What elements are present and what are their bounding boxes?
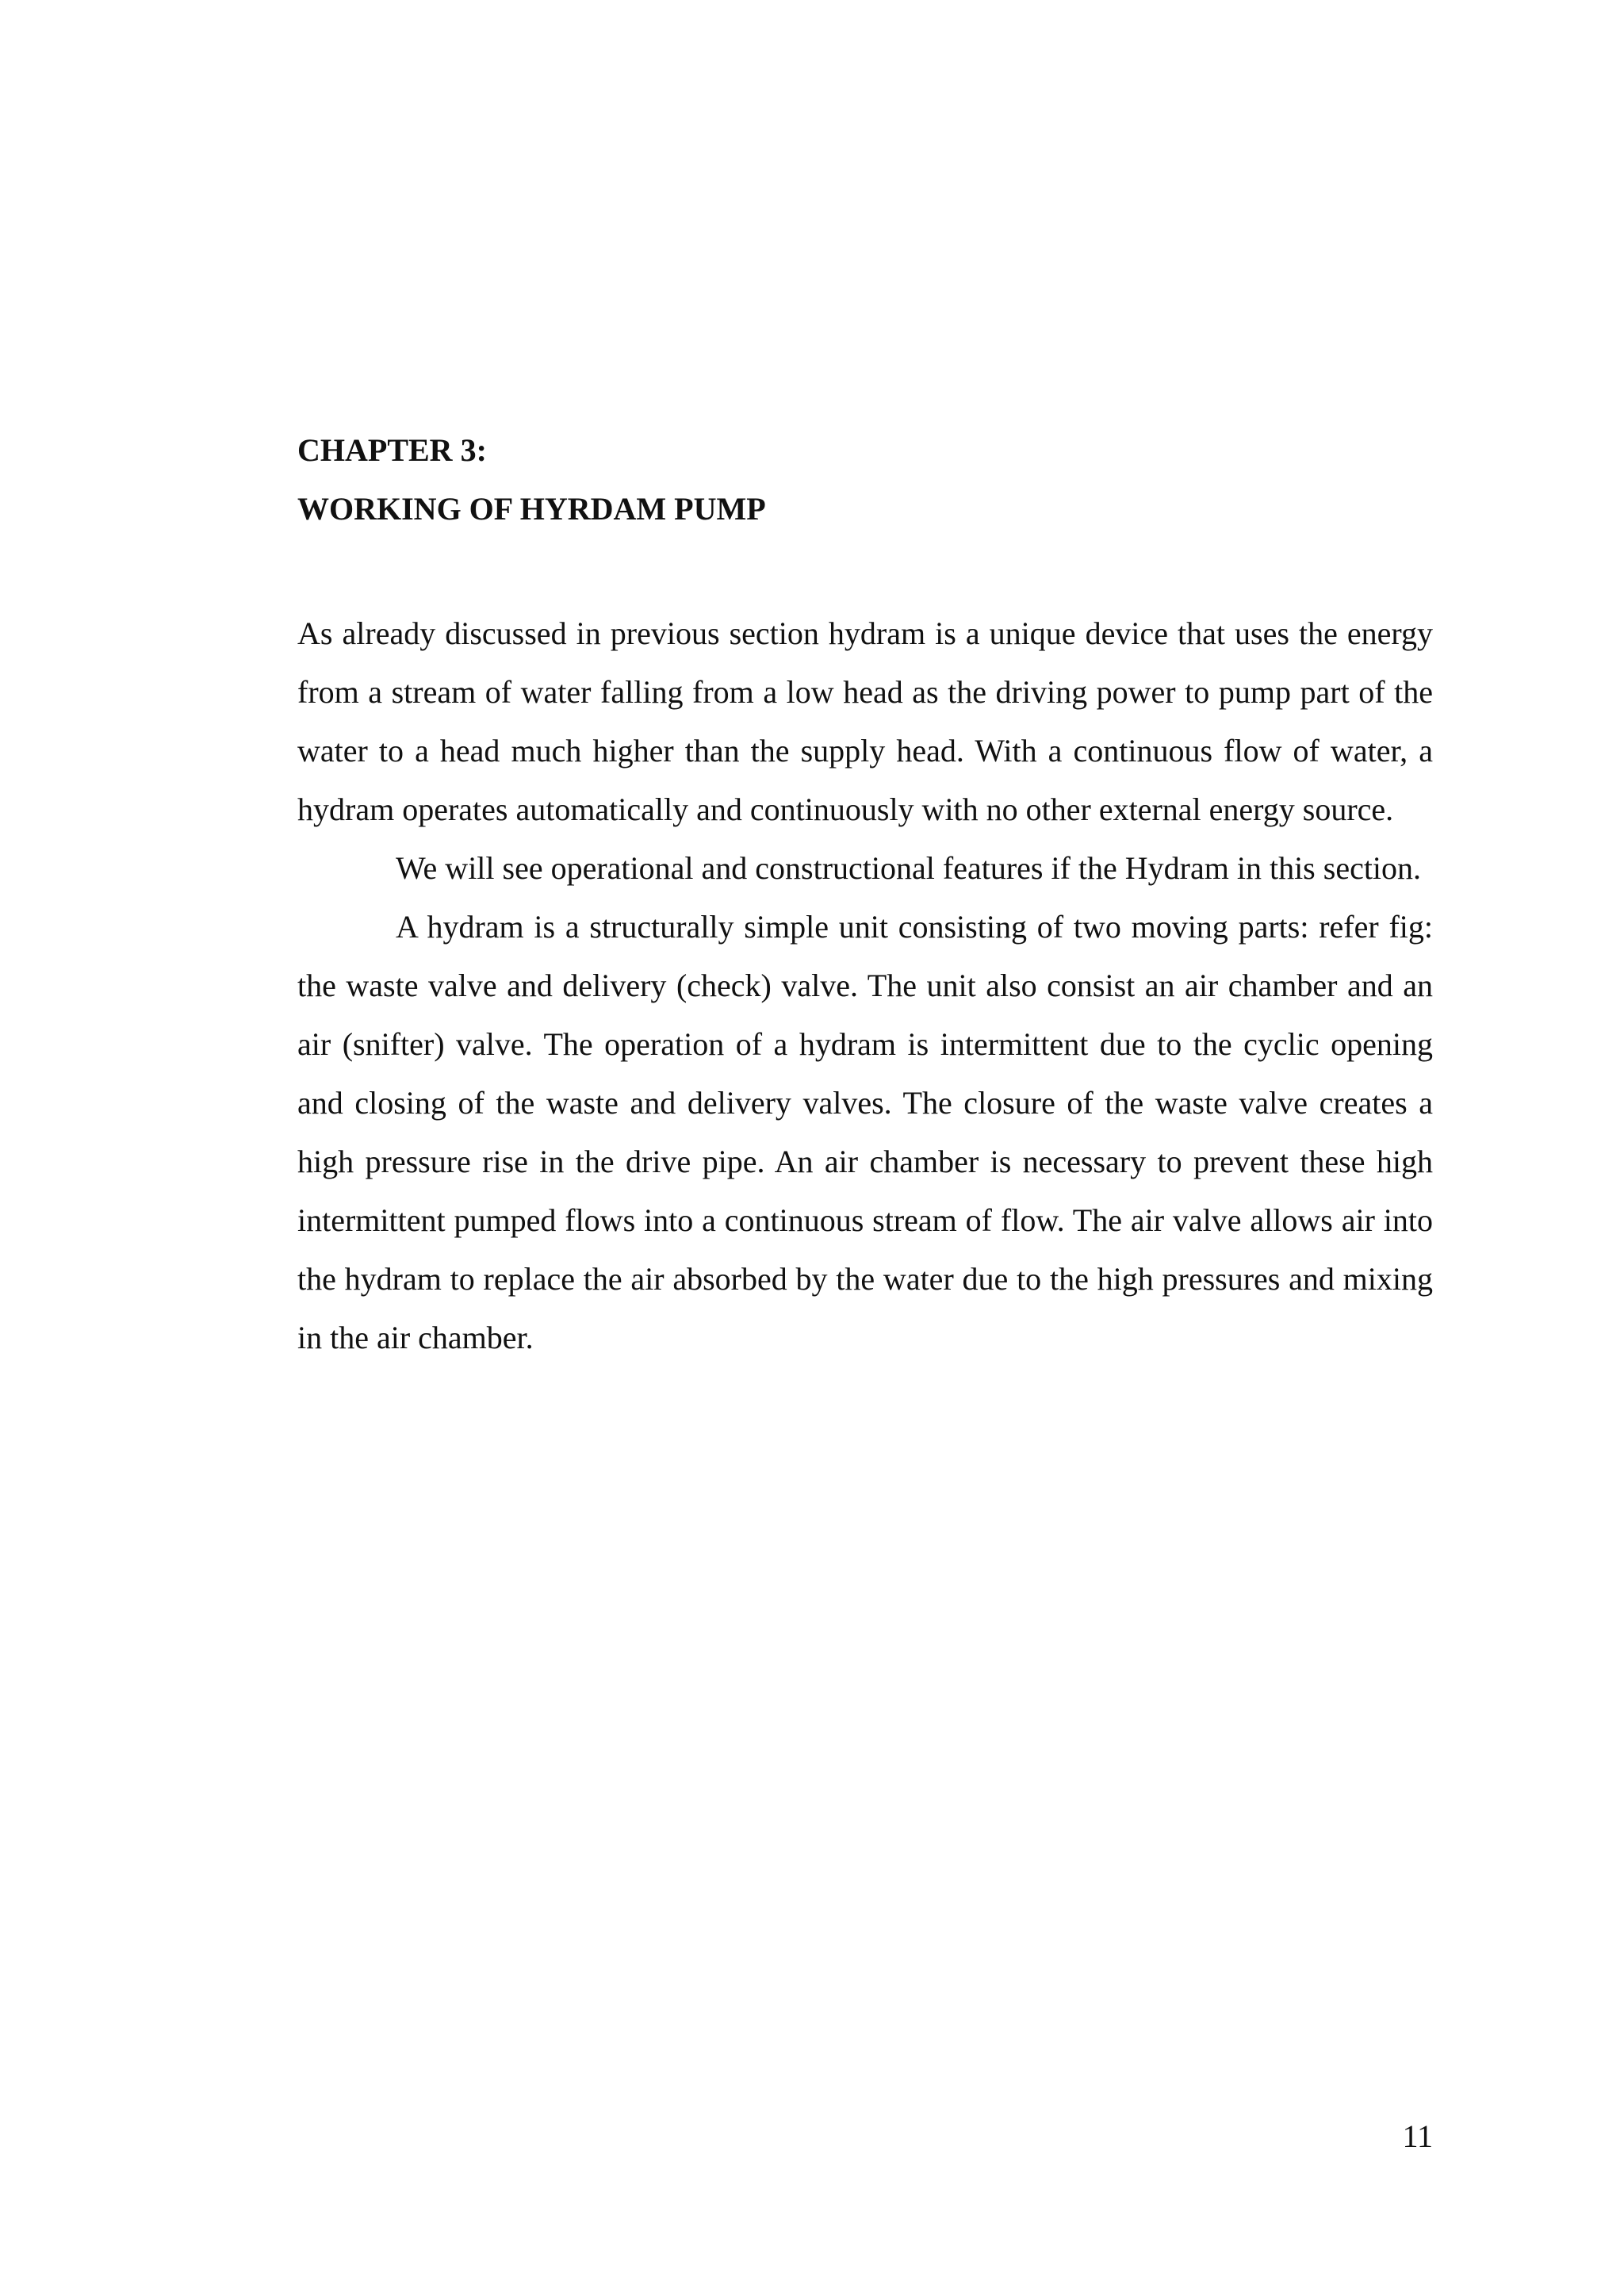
chapter-title: WORKING OF HYRDAM PUMP [297, 491, 766, 527]
page-number: 11 [1402, 2118, 1433, 2154]
chapter-body [297, 604, 1433, 1367]
chapter-number: CHAPTER 3: [297, 432, 487, 468]
paragraph-hydram-structure: A hydram is a structurally simple unit consisting of two moving parts: refer fig: the waste valve and delivery (check) valve. The unit also consist an air chamber and an air (snifter) valve. The operation of a hydram is intermittent due to the cyclic opening and closing of the waste and delivery valves. The closure of the waste valve creates a high pressure rise in the drive pipe. An air chamber is necessary to prevent these high intermittent pumped flows into a continuous stream of flow. The air valve allows air into the hydram to replace the air absorbed by the water due to the high pressures and mixing in the air chamber. [297, 909, 1433, 1355]
paragraph-section-overview: We will see operational and constructional features if the Hydram in this section. [396, 850, 1422, 886]
paragraph-intro: As already discussed in previous section hydram is a unique device that uses the energy from a stream of water falling from a low head as the driving power to pump part of the water to a head much higher than the supply head. With a continuous flow of water, a hydram operates automatically and continuously with no other external energy source. [297, 615, 1433, 827]
